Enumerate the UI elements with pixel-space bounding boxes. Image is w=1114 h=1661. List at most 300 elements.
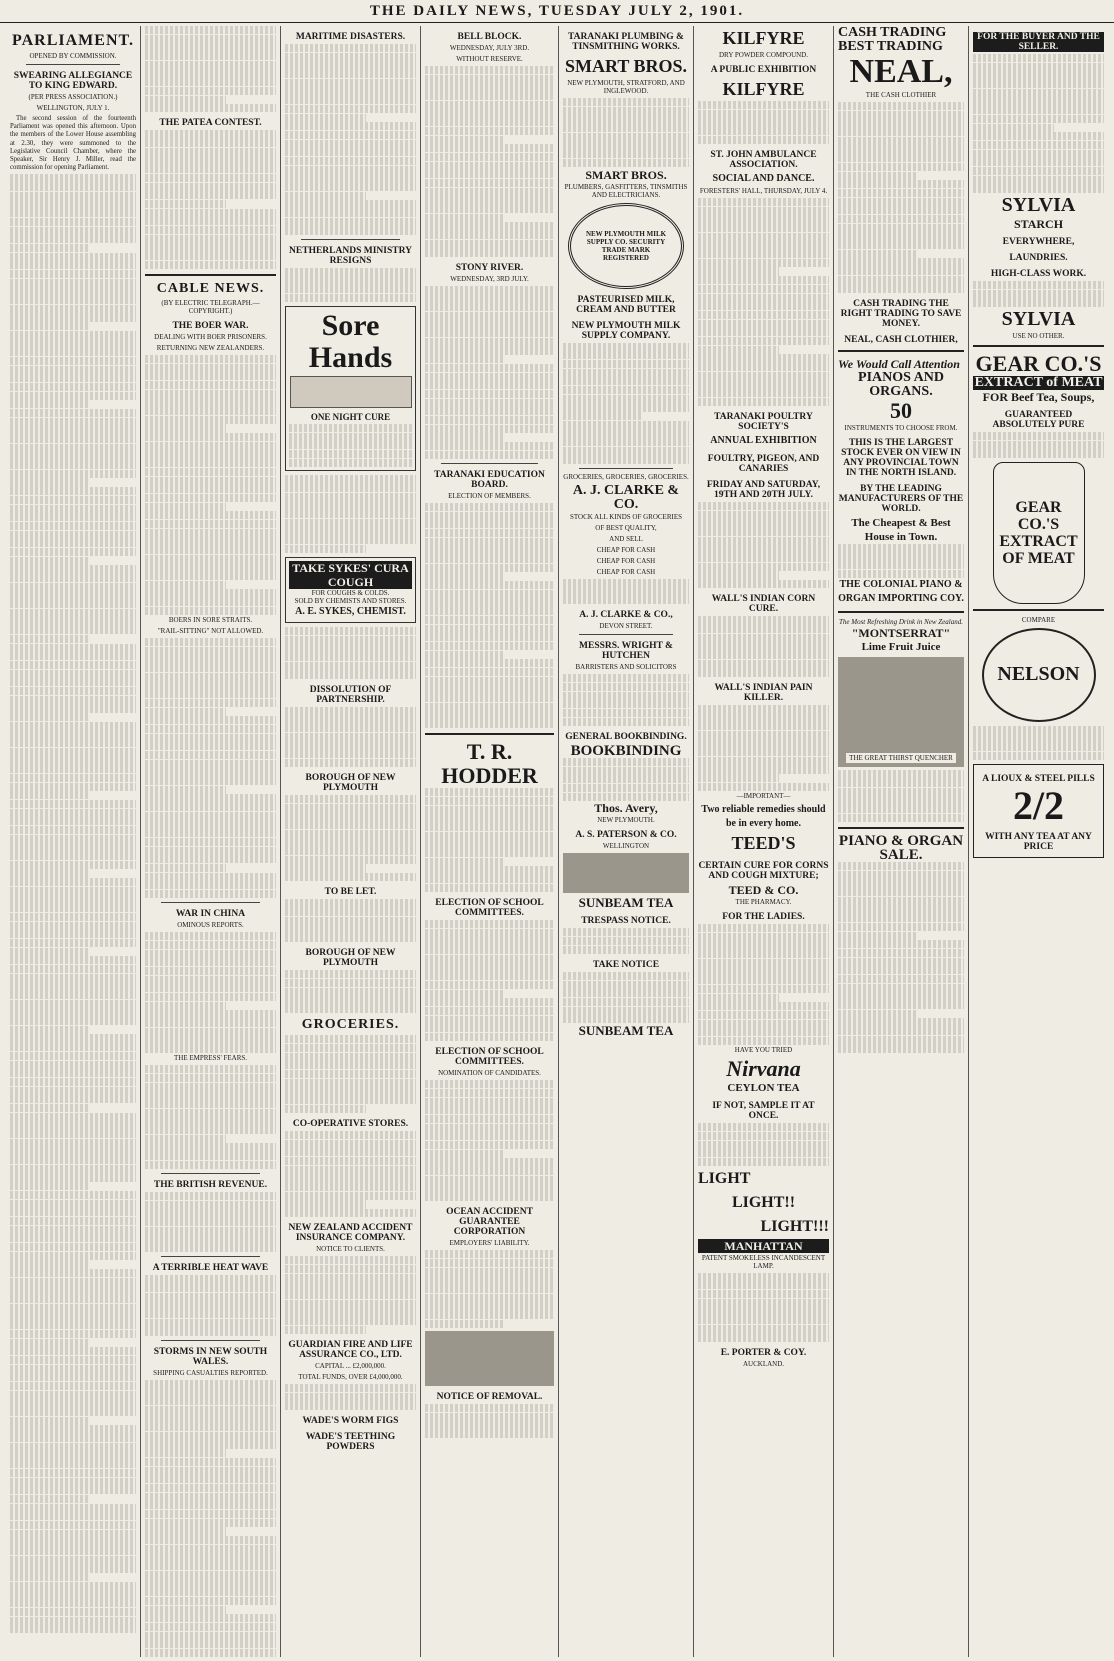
text-line: [973, 158, 1104, 166]
body-text-lines: [145, 932, 276, 1053]
text-line: [10, 930, 136, 938]
text-line: [145, 1388, 276, 1396]
text-line: [10, 626, 136, 634]
text-line: [285, 1087, 416, 1095]
body-text-lines: [698, 616, 829, 676]
text-line: [973, 80, 1104, 88]
text-line: [10, 1182, 88, 1190]
text-line: [145, 967, 276, 975]
text-line: [145, 1571, 276, 1579]
text-line: [698, 950, 829, 958]
text-line: [425, 294, 554, 302]
text-line: [425, 1132, 554, 1140]
body-text-lines: [838, 102, 964, 293]
text-line: [698, 328, 829, 336]
text-line: [145, 1588, 276, 1596]
body-text-lines: [285, 1256, 416, 1334]
body-text-lines: [698, 924, 829, 1045]
text-line: [145, 1319, 276, 1327]
text-line: [145, 820, 276, 828]
text-line: [425, 179, 554, 187]
text-line: [838, 897, 964, 905]
text-line: [10, 1191, 136, 1199]
text-line: [145, 794, 276, 802]
text-line: [10, 400, 88, 408]
text-line: [145, 468, 276, 476]
text-line: [145, 1440, 276, 1448]
text-line: [145, 1074, 276, 1082]
text-line: [10, 922, 136, 930]
text-line: [145, 1117, 276, 1125]
text-line: [425, 1268, 554, 1276]
text-line: [10, 1486, 136, 1494]
text-line: [10, 1443, 136, 1451]
text-line: [10, 800, 136, 808]
text-line: [425, 346, 554, 354]
text-line: [10, 1417, 88, 1425]
body-text-lines: [285, 1384, 416, 1410]
text-line: [10, 331, 136, 339]
text-line: [838, 241, 964, 249]
body-text-lines: [285, 44, 416, 235]
text-line: [289, 459, 412, 467]
text-line: [145, 191, 276, 199]
column-4: BELL BLOCK. WEDNESDAY, JULY 3RD. WITHOUT RESERVE. STONY RIVER. WEDNESDAY, 3RD JULY. TARANAKI EDUCATION BOARD. ELECTION OF MEMBERS. T. R. HODDER ELECTION OF SCHOOL COMMITTEES. ELECTION OF SCHOOL COMMITTEES. NOMINATION OF CANDIDATES. OCEAN ACCIDENT GUARANTEE CORPORATION EMPLOYERS' LIABILITY. NOTICE OF REMOVAL.: [421, 26, 559, 1657]
text-line: [285, 707, 416, 715]
text-line: [698, 545, 829, 553]
text-line: [145, 1406, 276, 1414]
text-line: [973, 734, 1104, 742]
text-line: [10, 1113, 136, 1121]
text-line: [425, 963, 554, 971]
text-line: [10, 1373, 136, 1381]
text-line: [425, 188, 554, 196]
text-line: [145, 984, 276, 992]
text-line: [563, 579, 689, 587]
text-line: [425, 981, 554, 989]
text-line: [10, 1556, 136, 1564]
text-line: [145, 932, 276, 940]
text-line: [145, 1536, 276, 1544]
text-line: [838, 1044, 964, 1052]
text-line: [145, 1310, 276, 1318]
text-line: [698, 337, 829, 345]
text-line: [145, 1510, 276, 1518]
headline-netherlands: NETHERLANDS MINISTRY RESIGNS: [289, 245, 412, 266]
text-line: [425, 788, 554, 796]
text-line: [145, 69, 276, 77]
text-line: [10, 1043, 136, 1051]
text-line: [698, 731, 829, 739]
text-line: [698, 765, 829, 773]
text-line: [289, 441, 412, 449]
text-line: [10, 1095, 136, 1103]
text-line: [10, 1451, 136, 1459]
text-line: [285, 830, 416, 838]
text-line: [145, 226, 276, 234]
text-line: [145, 261, 276, 269]
text-line: [10, 869, 88, 877]
text-line: [10, 939, 136, 947]
dateline: WELLINGTON, JULY 1.: [36, 104, 110, 112]
text-line: [425, 797, 554, 805]
text-line: [10, 296, 136, 304]
text-line: [285, 812, 416, 820]
text-line: [563, 928, 689, 936]
text-line: [10, 974, 136, 982]
text-line: [698, 580, 829, 588]
text-line: [425, 373, 554, 381]
text-line: [973, 54, 1104, 62]
text-line: [145, 1632, 276, 1640]
text-line: [563, 447, 689, 455]
text-line: [145, 364, 276, 372]
text-line: [285, 276, 416, 284]
text-line: [698, 713, 829, 721]
text-line: [425, 1285, 554, 1293]
text-line: [563, 351, 689, 359]
text-line: [145, 200, 226, 208]
text-line: [285, 148, 416, 156]
text-line: [145, 664, 276, 672]
text-line: [145, 1327, 276, 1335]
text-line: [563, 767, 689, 775]
text-line: [285, 484, 416, 492]
text-line: [10, 852, 136, 860]
text-line: [698, 705, 829, 713]
text-line: [698, 127, 829, 135]
text-line: [698, 519, 829, 527]
text-line: [698, 994, 779, 1002]
text-line: [698, 933, 829, 941]
text-line: [145, 768, 276, 776]
body-text-lines: [563, 343, 689, 464]
text-line: [698, 398, 829, 406]
text-line: [10, 600, 136, 608]
text-line: [563, 1007, 689, 1015]
text-line: [698, 346, 779, 354]
text-line: [425, 711, 554, 719]
text-line: [563, 421, 689, 429]
text-line: [10, 609, 136, 617]
text-line: [145, 1527, 226, 1535]
text-line: [145, 87, 276, 95]
text-line: [145, 1152, 276, 1160]
text-line: [285, 838, 416, 846]
text-line: [10, 948, 88, 956]
text-line: [425, 451, 554, 459]
text-line: [285, 847, 416, 855]
text-line: [10, 878, 136, 886]
body-text-lines: [838, 544, 964, 578]
text-line: [425, 651, 505, 659]
text-line: [145, 26, 276, 34]
text-line: [145, 993, 276, 1001]
text-line: [10, 1495, 88, 1503]
headline-war-in-china: WAR IN CHINA: [175, 909, 246, 920]
text-line: [285, 1256, 416, 1264]
column-3: MARITIME DISASTERS. NETHERLANDS MINISTRY RESIGNS Sore Hands ONE NIGHT CURE TAKE SYKES' CURA COUGH FOR COUGHS & COLDS. SOLD BY CHEMISTS AND STORES. A. E. SYKES, CHEMIST. DISSOLUTION OF PARTNERSHIP. BOROUGH OF NEW PLYMOUTH TO BE LET. BOROUGH OF NEW PLYMOUTH GROCERIES. CO-OPERATIVE STORES. NEW ZEALAND ACCIDENT INSURANCE COMPANY. NOTICE TO CLIENTS. GUARDIAN FIRE AND LIFE ASSURANCE CO., LTD. CAPITAL ... £2,000,000. TOTAL FUNDS, OVER £4,000,000. WADE'S WORM FIGS WADE'S TEETHING POWDERS: [281, 26, 421, 1657]
text-line: [698, 563, 829, 571]
text-line: [10, 687, 136, 695]
text-line: [10, 522, 136, 530]
text-line: [425, 92, 554, 100]
text-line: [425, 520, 554, 528]
text-line: [285, 899, 416, 907]
text-line: [10, 409, 136, 417]
text-line: [10, 1347, 136, 1355]
text-line: [10, 1590, 136, 1598]
text-line: [145, 855, 276, 863]
text-line: [838, 1036, 964, 1044]
text-line: [10, 374, 136, 382]
text-line: [425, 1320, 505, 1328]
text-line: [145, 829, 276, 837]
text-line: [698, 537, 829, 545]
headline-storms: STORMS IN NEW SOUTH WALES.: [153, 1346, 268, 1367]
text-line: [145, 1045, 276, 1053]
text-line: [145, 174, 276, 182]
text-line: [10, 1365, 136, 1373]
body-text-lines: [563, 972, 689, 1024]
text-line: [838, 172, 916, 180]
text-line: [145, 1109, 276, 1117]
text-line: [838, 189, 964, 197]
text-line: [10, 418, 136, 426]
text-line: [10, 774, 136, 782]
text-line: [145, 494, 276, 502]
text-line: [285, 519, 416, 527]
text-line: [10, 1130, 136, 1138]
text-line: [145, 243, 276, 251]
text-line: [10, 991, 136, 999]
text-line: [698, 1316, 829, 1324]
body-text-lines: [145, 355, 276, 615]
text-line: [285, 122, 416, 130]
body-text-lines: [285, 268, 416, 302]
text-line: [698, 276, 829, 284]
text-line: [425, 240, 554, 248]
text-line: [698, 198, 829, 206]
text-line: [10, 287, 136, 295]
text-line: [285, 140, 416, 148]
column-7: CASH TRADING BEST TRADING NEAL, THE CASH CLOTHIER CASH TRADING THE RIGHT TRADING TO SAVE MONEY. NEAL, CASH CLOTHIER, We Would Call Attention PIANOS AND ORGANS. 50 INSTRUMENTS TO CHOOSE FROM. THIS IS THE LARGEST STOCK EVER ON VIEW IN ANY PROVINCIAL TOWN IN THE NORTH ISLAND. BY THE LEADING MANUFACTURERS OF THE WORLD. The Cheapest & Best House in Town. THE COLONIAL PIANO & ORGAN IMPORTING COY. The Most Refreshing Drink in New Zealand. "MONTSERRAT" Lime Fruit Juice THE GREAT THIRST QUENCHER PIANO & ORGAN SALE.: [834, 26, 969, 1657]
text-line: [563, 718, 689, 726]
text-line: [10, 1069, 136, 1077]
text-line: [698, 502, 829, 510]
text-line: [145, 1475, 276, 1483]
text-line: [145, 563, 276, 571]
text-line: [10, 279, 136, 287]
text-line: [838, 966, 964, 974]
text-line: [285, 856, 416, 864]
text-line: [285, 510, 416, 518]
text-line: [838, 1027, 964, 1035]
text-line: [425, 312, 554, 320]
body-text-lines: [838, 862, 964, 1053]
text-line: [425, 538, 554, 546]
text-line: [145, 581, 226, 589]
text-line: [285, 996, 416, 1004]
text-line: [145, 838, 276, 846]
text-line: [10, 1408, 136, 1416]
text-line: [285, 759, 416, 767]
text-line: [145, 589, 276, 597]
text-line: [10, 1391, 136, 1399]
text-line: [145, 1201, 276, 1209]
text-line: [425, 1184, 554, 1192]
text-line: [973, 141, 1104, 149]
text-line: [698, 363, 829, 371]
text-line: [145, 1091, 276, 1099]
text-line: [285, 61, 416, 69]
text-line: [838, 796, 964, 804]
cable-sub: (BY ELECTRIC TELEGRAPH.—COPYRIGHT.): [161, 298, 260, 315]
text-line: [698, 642, 829, 650]
text-line: [698, 259, 829, 267]
text-line: [425, 407, 554, 415]
text-line: [698, 976, 829, 984]
body-text-lines: [973, 726, 1104, 760]
text-line: [425, 433, 505, 441]
text-line: [698, 1307, 829, 1315]
text-line: [285, 1157, 416, 1165]
text-line: [10, 1269, 136, 1277]
text-line: [838, 154, 964, 162]
text-line: [10, 1304, 136, 1312]
text-line: [285, 908, 416, 916]
text-line: [145, 958, 276, 966]
text-line: [698, 1158, 829, 1166]
text-line: [10, 1330, 136, 1338]
text-line: [10, 1608, 136, 1616]
text-line: [10, 452, 136, 460]
text-line: [425, 1302, 554, 1310]
text-line: [838, 119, 964, 127]
text-line: [838, 180, 964, 188]
text-line: [973, 449, 1104, 457]
text-line: [285, 1183, 416, 1191]
text-line: [563, 369, 689, 377]
text-line: [285, 1131, 416, 1139]
text-line: [698, 389, 829, 397]
text-line: [10, 1121, 136, 1129]
text-line: [145, 217, 276, 225]
text-line: [563, 692, 689, 700]
text-line: [10, 670, 136, 678]
text-line: [285, 1384, 416, 1392]
text-line: [145, 1161, 276, 1169]
text-line: [425, 1430, 554, 1438]
column-1: [6, 26, 141, 1657]
headline-parliament: PARLIAMENT.: [12, 32, 134, 49]
text-line: [10, 617, 136, 625]
text-line: [145, 459, 276, 467]
text-line: [10, 1504, 136, 1512]
text-line: [285, 873, 416, 881]
text-line: [285, 1209, 416, 1217]
text-line: [838, 267, 964, 275]
text-line: [698, 302, 829, 310]
body-text-lines: [285, 795, 416, 881]
text-line: [285, 1192, 416, 1200]
text-line: [145, 355, 276, 363]
text-line: [425, 875, 554, 883]
text-line: [145, 1414, 276, 1422]
text-line: [10, 1017, 136, 1025]
article-body: [10, 174, 136, 1633]
text-line: [285, 1096, 416, 1104]
text-line: [10, 817, 136, 825]
text-line: [425, 329, 554, 337]
text-line: [285, 1317, 416, 1325]
text-line: [563, 981, 689, 989]
body-text-lines: [563, 579, 689, 605]
text-line: [973, 752, 1104, 760]
text-line: [285, 750, 416, 758]
text-line: [145, 555, 276, 563]
text-line: [145, 1519, 276, 1527]
text-line: [10, 1582, 136, 1590]
text-line: [425, 1106, 554, 1114]
text-line: [698, 571, 779, 579]
text-line: [563, 596, 689, 604]
text-line: [10, 583, 136, 591]
horse-illustration-icon: THE GREAT THIRST QUENCHER: [838, 657, 964, 767]
text-line: [285, 166, 416, 174]
text-line: [425, 546, 554, 554]
text-line: [973, 97, 1104, 105]
text-line: [425, 66, 554, 74]
text-line: [425, 840, 554, 848]
text-line: [10, 756, 136, 764]
text-line: [838, 862, 964, 870]
text-line: [838, 128, 964, 136]
text-line: [145, 424, 226, 432]
text-line: [10, 270, 136, 278]
text-line: [563, 159, 689, 167]
text-line: [285, 87, 416, 95]
body-text-lines: [425, 1080, 554, 1201]
text-line: [425, 937, 554, 945]
text-line: [285, 1274, 416, 1282]
text-line: [10, 461, 136, 469]
text-line: [838, 958, 964, 966]
text-line: [145, 104, 276, 112]
text-line: [145, 416, 276, 424]
text-line: [563, 709, 689, 717]
text-line: [563, 700, 689, 708]
text-line: [145, 1192, 276, 1200]
text-line: [145, 450, 276, 458]
text-line: [698, 1002, 829, 1010]
text-line: [285, 970, 416, 978]
hands-illustration-icon: [290, 376, 412, 408]
text-line: [10, 357, 136, 365]
body-text-lines: [285, 899, 416, 942]
text-line: [10, 1156, 136, 1164]
text-line: [838, 992, 964, 1000]
text-line: [10, 322, 88, 330]
text-line: [425, 338, 554, 346]
text-line: [838, 544, 964, 552]
text-line: [145, 1432, 276, 1440]
text-line: [425, 633, 554, 641]
headline-groceries: GROCERIES.: [301, 1017, 400, 1033]
text-line: [10, 678, 136, 686]
text-line: [698, 774, 779, 782]
text-line: [425, 1024, 554, 1032]
